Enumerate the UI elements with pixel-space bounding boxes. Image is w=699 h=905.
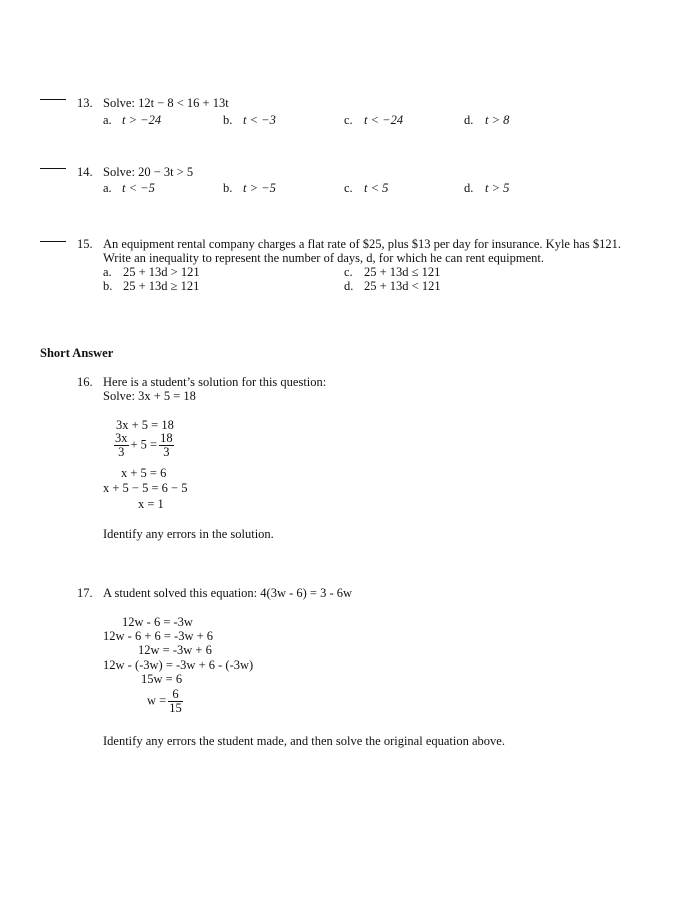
choice-letter: c. <box>344 265 353 279</box>
choice-text: t > −5 <box>243 181 276 195</box>
solution-step-5: x = 1 <box>138 497 164 511</box>
solution-step-5: 15w = 6 <box>141 672 183 686</box>
choice-letter: d. <box>464 181 474 195</box>
question-number: 14. <box>77 165 93 179</box>
choice-text: 25 + 13d ≤ 121 <box>364 265 441 279</box>
solution-step-1: 12w - 6 = -3w <box>122 615 193 629</box>
choice-letter: a. <box>103 181 112 195</box>
choice-text: t > −24 <box>122 113 162 127</box>
choice-letter: a. <box>103 265 112 279</box>
solution-step-4: x + 5 − 5 = 6 − 5 <box>103 481 188 495</box>
question-prompt: Solve: 12t − 8 < 16 + 13t <box>103 96 229 110</box>
choice-letter: c. <box>344 113 353 127</box>
answer-blank-14[interactable] <box>40 168 66 169</box>
question-prompt-line-2: Solve: 3x + 5 = 18 <box>103 389 196 403</box>
fraction-denominator: 3 <box>163 445 170 459</box>
question-number: 17. <box>77 586 93 600</box>
question-prompt: A student solved this equation: 4(3w - 6) = 3 - 6w <box>103 586 353 600</box>
choice-text: t < −5 <box>122 181 155 195</box>
choice-text: 25 + 13d ≥ 121 <box>123 279 200 293</box>
question-number: 16. <box>77 375 93 389</box>
fraction-left <box>114 432 129 459</box>
solution-step-1: 3x + 5 = 18 <box>116 418 174 432</box>
solution-step-2 <box>112 432 176 459</box>
choice-letter: c. <box>344 181 353 195</box>
question-number: 15. <box>77 237 93 251</box>
choice-text: 25 + 13d < 121 <box>364 279 441 293</box>
step-left: w = <box>147 693 167 708</box>
choice-letter: a. <box>103 113 112 127</box>
question-prompt: Solve: 20 − 3t > 5 <box>103 165 194 179</box>
choice-letter: b. <box>223 113 233 127</box>
step-operator: + 5 = <box>130 437 158 452</box>
choice-letter: d. <box>464 113 474 127</box>
question-prompt-line-1: An equipment rental company charges a flat rate of $25, plus $13 per day for insurance. Kyle has $121. <box>103 237 622 251</box>
choice-text: t > 8 <box>485 113 510 127</box>
fraction-numerator: 3x <box>115 431 128 445</box>
fraction <box>168 688 183 715</box>
solution-step-3: 12w = -3w + 6 <box>138 643 212 657</box>
choice-letter: b. <box>103 279 113 293</box>
solution-step-6 <box>147 688 185 715</box>
question-instruction: Identify any errors the student made, and then solve the original equation above. <box>103 734 505 748</box>
fraction-numerator: 6 <box>168 688 183 702</box>
fraction-denominator: 15 <box>169 701 182 715</box>
answer-blank-13[interactable] <box>40 99 66 100</box>
choice-text: t > 5 <box>485 181 510 195</box>
answer-blank-15[interactable] <box>40 241 66 242</box>
section-heading: Short Answer <box>40 346 114 360</box>
fraction-right <box>159 432 174 459</box>
question-prompt-line-2: Write an inequality to represent the number of days, d, for which he can rent equipment. <box>103 251 545 265</box>
choice-text: t < 5 <box>364 181 389 195</box>
solution-step-3: x + 5 = 6 <box>121 466 167 480</box>
question-number: 13. <box>77 96 93 110</box>
choice-letter: d. <box>344 279 354 293</box>
solution-step-4: 12w - (-3w) = -3w + 6 - (-3w) <box>103 658 254 672</box>
fraction-numerator: 18 <box>160 431 173 445</box>
choice-text: 25 + 13d > 121 <box>123 265 200 279</box>
question-prompt-line-1: Here is a student’s solution for this question: <box>103 375 327 389</box>
fraction-denominator: 3 <box>118 445 125 459</box>
choice-text: t < −24 <box>364 113 404 127</box>
question-instruction: Identify any errors in the solution. <box>103 527 274 541</box>
solution-step-2: 12w - 6 + 6 = -3w + 6 <box>103 629 214 643</box>
choice-letter: b. <box>223 181 233 195</box>
choice-text: t < −3 <box>243 113 276 127</box>
